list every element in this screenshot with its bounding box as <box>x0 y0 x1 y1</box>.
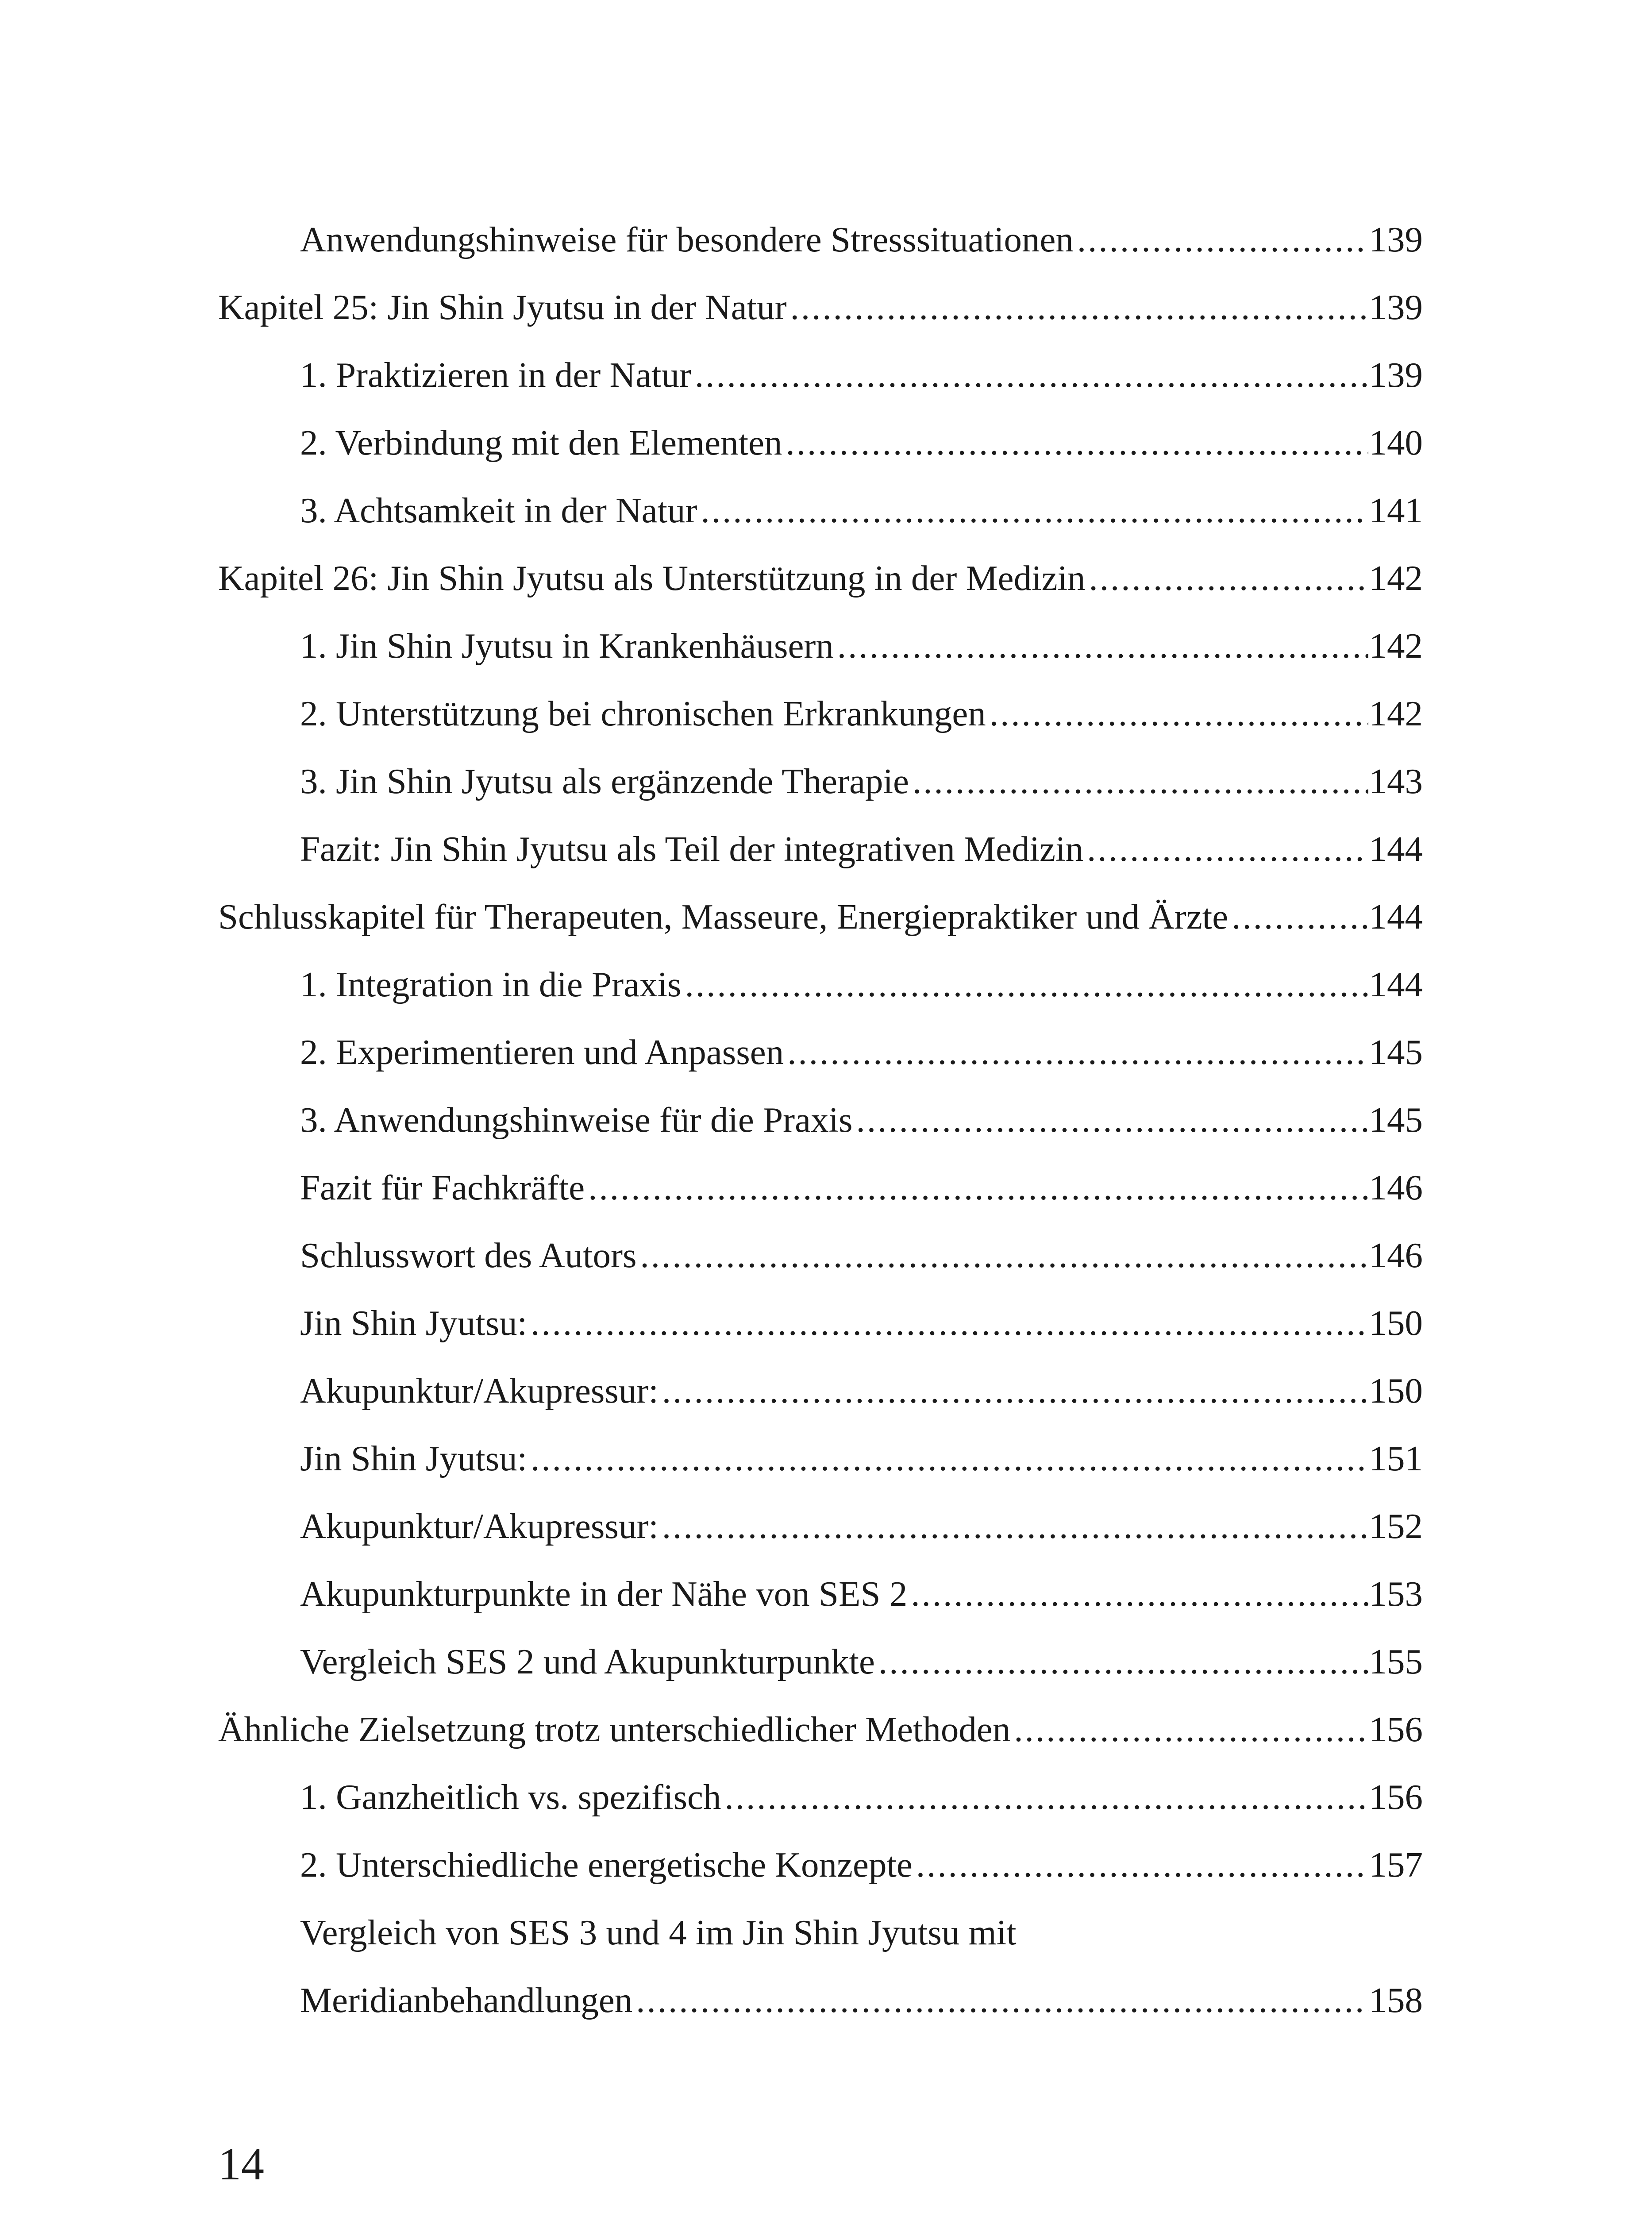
toc-entry-page: 146 <box>1369 1168 1423 1207</box>
toc-entry-label: Schlusskapitel für Therapeuten, Masseure, Energiepraktiker und Ärzte <box>218 897 1228 937</box>
dot-leader <box>531 1289 1368 1357</box>
toc-entry-label: Jin Shin Jyutsu: <box>300 1438 528 1478</box>
toc-entry-label: Fazit für Fachkräfte <box>300 1168 585 1207</box>
toc-entry[interactable] <box>218 951 1423 1018</box>
toc-entry-page: 156 <box>1369 1777 1423 1817</box>
dot-leader <box>1087 815 1368 883</box>
toc-entry-label: 2. Verbindung mit den Elementen <box>300 423 782 463</box>
toc-chapter-entry[interactable] <box>218 274 1423 341</box>
toc-entry-label: Akupunktur/Akupressur: <box>300 1371 658 1411</box>
toc-entry[interactable] <box>218 680 1423 748</box>
toc-entry-page: 144 <box>1369 897 1423 937</box>
toc-entry-page: 152 <box>1369 1506 1423 1546</box>
toc-entry-page: 143 <box>1369 761 1423 801</box>
toc-entry-page: 150 <box>1369 1303 1423 1343</box>
toc-entry-label: 1. Jin Shin Jyutsu in Krankenhäusern <box>300 626 834 666</box>
toc-entry-label: Kapitel 26: Jin Shin Jyutsu als Unterstützung in der Medizin <box>218 558 1086 598</box>
page-number: 14 <box>218 2139 264 2190</box>
dot-leader <box>856 1086 1368 1154</box>
dot-leader <box>911 1560 1368 1628</box>
toc-entry[interactable] <box>218 815 1423 883</box>
toc-entry[interactable] <box>218 1763 1423 1831</box>
toc-entry-label: Vergleich SES 2 und Akupunkturpunkte <box>300 1642 875 1681</box>
dot-leader <box>786 409 1368 477</box>
toc-entry-page: 151 <box>1369 1438 1423 1478</box>
toc-entry-page: 144 <box>1369 964 1423 1004</box>
toc-entry[interactable] <box>218 206 1423 274</box>
toc-entry-page: 144 <box>1369 829 1423 869</box>
toc-entry-label-line1: Vergleich von SES 3 und 4 im Jin Shin Jyutsu mit <box>300 1912 1017 1952</box>
toc-entry-page: 150 <box>1369 1371 1423 1411</box>
dot-leader <box>662 1357 1368 1425</box>
toc-entry-page: 156 <box>1369 1709 1423 1749</box>
dot-leader <box>724 1763 1368 1831</box>
dot-leader <box>701 477 1368 544</box>
toc-entry-label: Anwendungshinweise für besondere Stresssituationen <box>300 220 1074 259</box>
toc-entry[interactable] <box>218 1222 1423 1289</box>
toc-entry-label: 1. Integration in die Praxis <box>300 964 682 1004</box>
dot-leader <box>1232 883 1368 951</box>
toc-entry[interactable] <box>218 1425 1423 1492</box>
toc-entry-page: 155 <box>1369 1642 1423 1681</box>
toc-chapter-entry[interactable] <box>218 544 1423 612</box>
dot-leader <box>916 1831 1368 1899</box>
dot-leader <box>1014 1696 1368 1763</box>
toc-entry-page: 140 <box>1369 423 1423 463</box>
toc-entry-page: 158 <box>1369 1980 1423 2020</box>
dot-leader <box>837 612 1368 680</box>
dot-leader <box>588 1154 1368 1222</box>
dot-leader <box>636 1966 1368 2034</box>
toc-entry-label: 3. Anwendungshinweise für die Praxis <box>300 1100 853 1140</box>
toc-entry[interactable] <box>218 612 1423 680</box>
toc-entry[interactable] <box>218 748 1423 815</box>
dot-leader <box>640 1222 1368 1289</box>
toc-entry-page: 145 <box>1369 1100 1423 1140</box>
toc-entry-page: 146 <box>1369 1235 1423 1275</box>
toc-entry-label: 2. Unterstützung bei chronischen Erkrankungen <box>300 694 986 733</box>
toc-entry-label: Kapitel 25: Jin Shin Jyutsu in der Natur <box>218 287 787 327</box>
toc-entry-label: Fazit: Jin Shin Jyutsu als Teil der integrativen Medizin <box>300 829 1084 869</box>
toc-entry-page: 141 <box>1369 490 1423 530</box>
toc-entry-label: Jin Shin Jyutsu: <box>300 1303 528 1343</box>
dot-leader <box>531 1425 1368 1492</box>
toc-entry-page: 142 <box>1369 694 1423 733</box>
toc-entry-label: 2. Unterschiedliche energetische Konzepte <box>300 1845 913 1885</box>
toc-entry-label: 2. Experimentieren und Anpassen <box>300 1032 784 1072</box>
toc-entry-label: Ähnliche Zielsetzung trotz unterschiedlicher Methoden <box>218 1709 1011 1749</box>
toc-entry[interactable] <box>218 1628 1423 1696</box>
toc-entry-page: 153 <box>1369 1574 1423 1614</box>
toc-chapter-entry[interactable] <box>218 1696 1423 1763</box>
toc-entry[interactable] <box>218 1357 1423 1425</box>
toc-entry[interactable] <box>218 1492 1423 1560</box>
toc-entry[interactable] <box>218 409 1423 477</box>
toc-entry[interactable] <box>218 1086 1423 1154</box>
toc-entry-page: 139 <box>1369 355 1423 395</box>
dot-leader <box>662 1492 1368 1560</box>
toc-entry-label: 1. Ganzheitlich vs. spezifisch <box>300 1777 721 1817</box>
toc-entry-line2 <box>300 1966 1423 2034</box>
toc-entry-page: 139 <box>1369 287 1423 327</box>
toc-entry[interactable] <box>218 1831 1423 1899</box>
dot-leader <box>790 274 1368 341</box>
toc-entry-label: 3. Achtsamkeit in der Natur <box>300 490 697 530</box>
toc-entry[interactable] <box>218 341 1423 409</box>
dot-leader <box>990 680 1368 748</box>
toc-entry-label: 1. Praktizieren in der Natur <box>300 355 691 395</box>
toc-entry[interactable] <box>218 1560 1423 1628</box>
dot-leader <box>913 748 1368 815</box>
dot-leader <box>1089 544 1368 612</box>
toc-entry-page: 142 <box>1369 626 1423 666</box>
dot-leader <box>695 341 1368 409</box>
toc-entry-page: 145 <box>1369 1032 1423 1072</box>
toc-entry-label: 3. Jin Shin Jyutsu als ergänzende Therapie <box>300 761 909 801</box>
table-of-contents <box>218 206 1423 2034</box>
toc-entry-wrapped[interactable] <box>218 1899 1423 2034</box>
toc-entry-page: 157 <box>1369 1845 1423 1885</box>
dot-leader <box>685 951 1368 1018</box>
dot-leader <box>878 1628 1368 1696</box>
toc-entry[interactable] <box>218 1289 1423 1357</box>
dot-leader <box>1077 206 1368 274</box>
toc-entry[interactable] <box>218 477 1423 544</box>
toc-entry-label: Akupunkturpunkte in der Nähe von SES 2 <box>300 1574 908 1614</box>
dot-leader <box>787 1018 1368 1086</box>
toc-entry-label: Schlusswort des Autors <box>300 1235 637 1275</box>
toc-entry[interactable] <box>218 1154 1423 1222</box>
toc-entry-label-line2: Meridianbehandlungen <box>300 1980 633 2020</box>
toc-entry[interactable] <box>218 1018 1423 1086</box>
toc-entry-page: 142 <box>1369 558 1423 598</box>
toc-entry-page: 139 <box>1369 220 1423 259</box>
toc-chapter-entry[interactable] <box>218 883 1423 951</box>
toc-entry-label: Akupunktur/Akupressur: <box>300 1506 658 1546</box>
